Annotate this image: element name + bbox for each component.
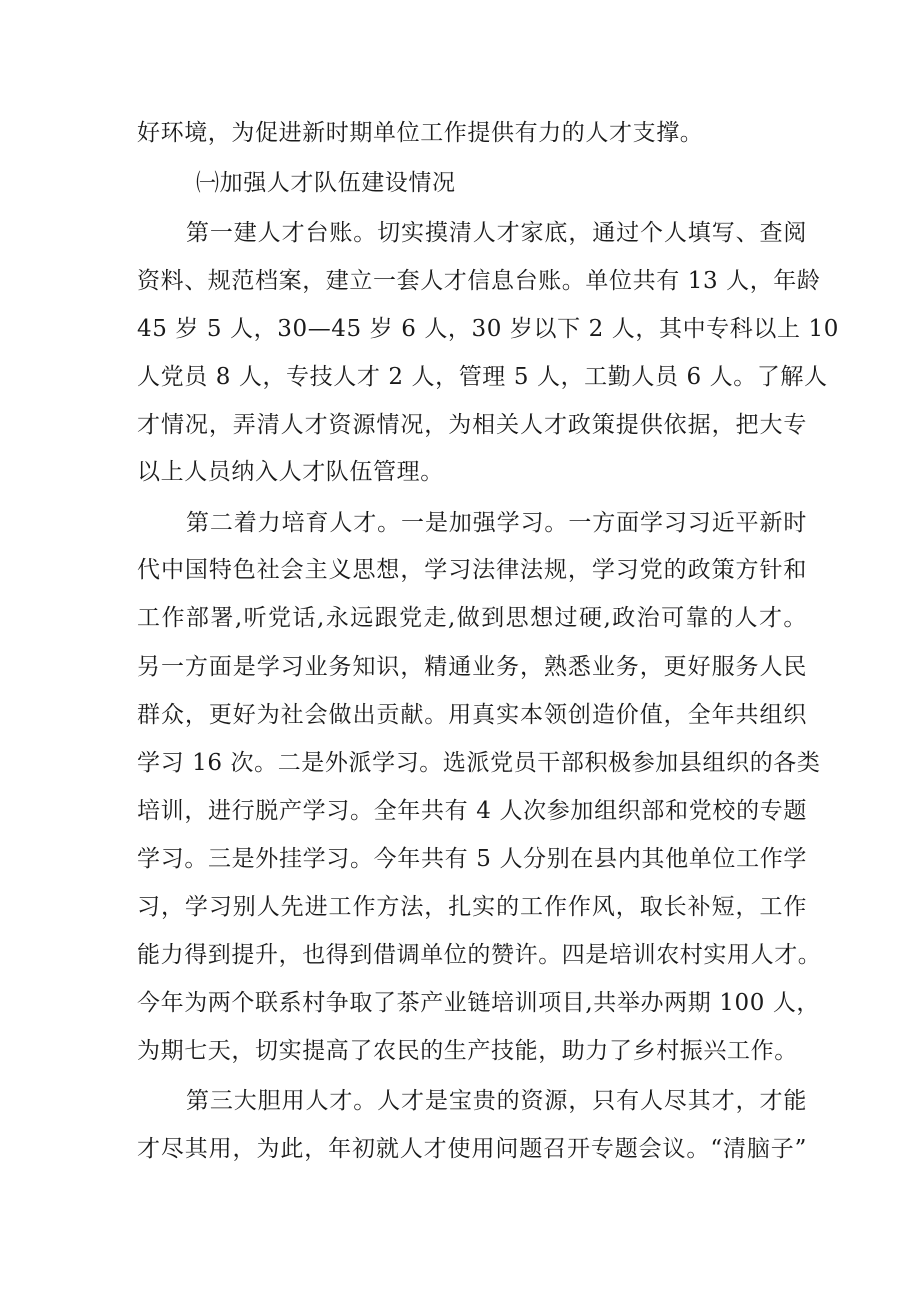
paragraph-line: 另一方面是学习业务知识，精通业务，熟悉业务，更好服务人民	[137, 654, 807, 680]
paragraph-line: 45 岁 5 人，30—45 岁 6 人，30 岁以下 2 人，其中专科以上 10	[137, 316, 839, 342]
paragraph-line: 才尽其用，为此，年初就人才使用问题召开专题会议。“清脑子”	[137, 1136, 807, 1162]
paragraph-line: 好环境，为促进新时期单位工作提供有力的人才支撑。	[137, 120, 704, 146]
paragraph-line: 以上人员纳入人才队伍管理。	[137, 459, 444, 485]
paragraph-line: 人党员 8 人，专技人才 2 人，管理 5 人，工勤人员 6 人。了解人	[137, 364, 828, 390]
paragraph-line: 培训，进行脱产学习。全年共有 4 人次参加组织部和党校的专题	[137, 798, 807, 824]
paragraph-line: 工作部署,听党话,永远跟党走,做到思想过硬,政治可靠的人才。	[137, 605, 807, 631]
paragraph-line: 习，学习别人先进工作方法，扎实的工作作风，取长补短，工作	[137, 894, 807, 920]
paragraph-line: 学习。三是外挂学习。今年共有 5 人分别在县内其他单位工作学	[137, 846, 807, 872]
paragraph-line: 学习 16 次。二是外派学习。选派党员干部积极参加县组织的各类	[137, 750, 821, 776]
paragraph-line: 第一建人才台账。切实摸清人才家底，通过个人填写、查阅	[186, 220, 807, 246]
paragraph-line: 第三大胆用人才。人才是宝贵的资源，只有人尽其才，才能	[186, 1088, 807, 1114]
paragraph-line: 才情况，弄清人才资源情况，为相关人才政策提供依据，把大专	[137, 412, 807, 438]
paragraph-line: 群众，更好为社会做出贡献。用真实本领创造价值，全年共组织	[137, 702, 807, 728]
paragraph-line: 今年为两个联系村争取了茶产业链培训项目,共举办两期 100 人，	[137, 990, 821, 1016]
paragraph-line: 为期七天，切实提高了农民的生产技能，助力了乡村振兴工作。	[137, 1038, 798, 1064]
section-heading: ㈠加强人才队伍建设情况	[196, 170, 456, 196]
paragraph-line: 资料、规范档案，建立一套人才信息台账。单位共有 13 人，年龄	[137, 268, 821, 294]
paragraph-line: 第二着力培育人才。一是加强学习。一方面学习习近平新时	[186, 510, 807, 536]
paragraph-line: 能力得到提升，也得到借调单位的赞许。四是培训农村实用人才。	[137, 942, 822, 968]
paragraph-line: 代中国特色社会主义思想，学习法律法规，学习党的政策方针和	[137, 557, 807, 583]
